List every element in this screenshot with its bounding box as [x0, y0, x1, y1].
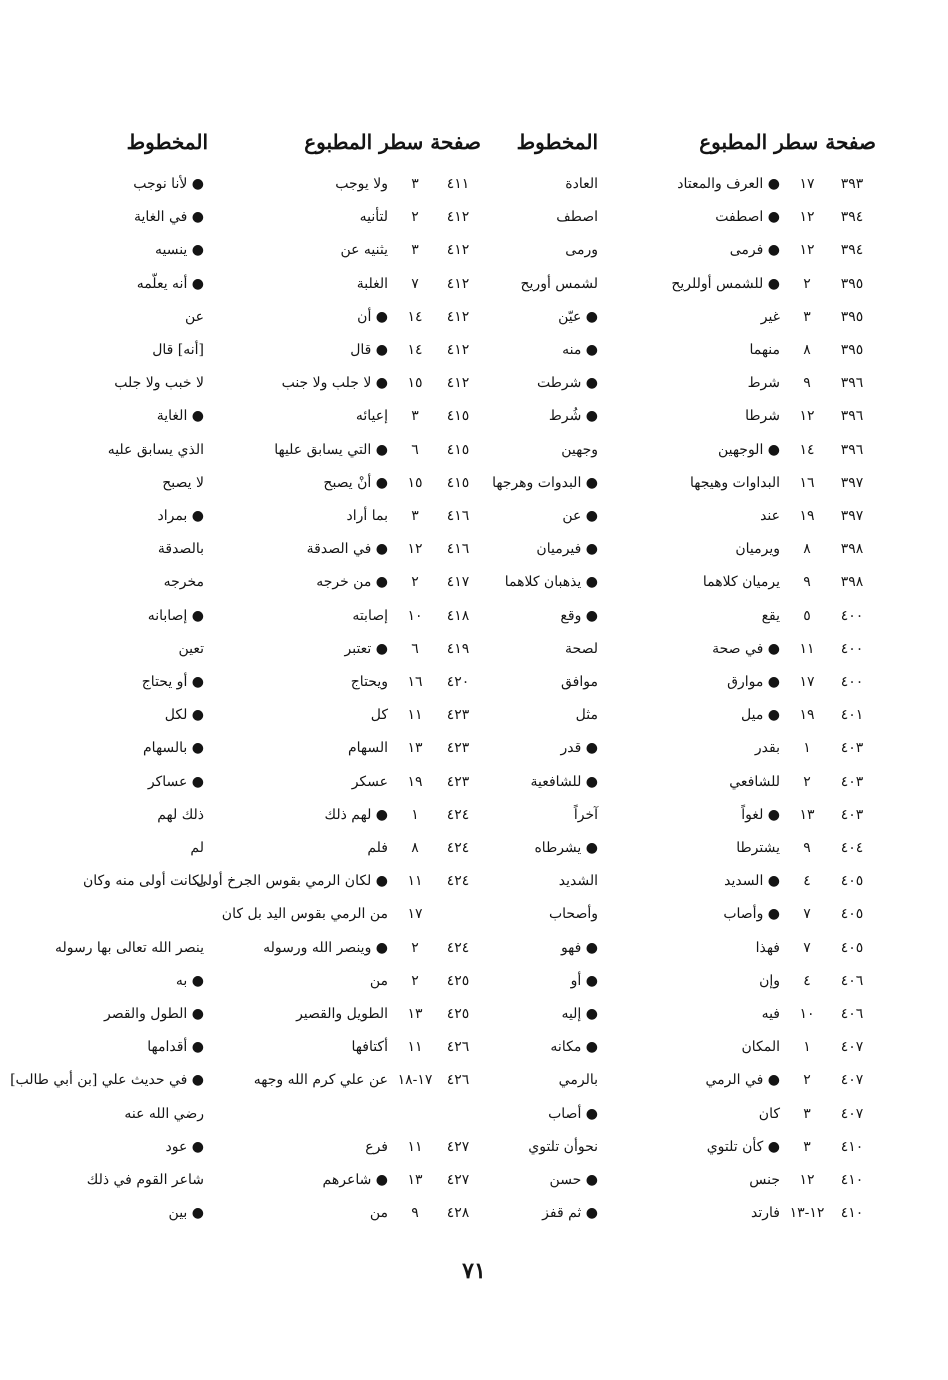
right-printed-line: ١١ [799, 640, 815, 657]
left-printed-line: ٣ [411, 176, 419, 192]
left-manuscript-text: ● الطول والقصر [103, 1006, 204, 1022]
left-printed-line: ٢ [411, 972, 419, 989]
left-manuscript-text: الذي يسابق عليه [107, 441, 204, 458]
right-printed-text: فارتد [751, 1205, 780, 1222]
right-manuscript-text: ● البدوات وهرجها [492, 474, 598, 491]
right-printed-text: يشترطا [736, 840, 780, 856]
right-printed-page: ٤٠٥ [840, 906, 864, 923]
left-printed-page: ٤٢٦ [446, 1072, 470, 1089]
left-printed-text: ● في الصدقة [306, 541, 388, 558]
right-manuscript-text: ● مكانه [550, 1039, 598, 1056]
right-manuscript-text: ● شُرط [548, 408, 598, 425]
left-printed-text: بما أراد [346, 508, 388, 524]
left-manuscript-text: مخرجه [163, 574, 204, 591]
right-printed-line: ٥ [803, 607, 811, 624]
right-manuscript-text: ورمى [565, 242, 598, 259]
table-row [0, 566, 948, 596]
table-row [0, 434, 948, 464]
right-printed-page: ٤٠٠ [840, 640, 864, 657]
table-row [0, 799, 948, 829]
left-manuscript-text: تعين [178, 640, 204, 657]
left-printed-page: ٤٢٠ [446, 674, 470, 690]
left-printed-text: السهام [347, 740, 388, 757]
right-printed-page: ٣٩٧ [840, 474, 864, 491]
right-printed-text: ● ميل [741, 707, 780, 724]
right-printed-line: ١٠ [799, 1006, 815, 1022]
right-printed-text: ● في صحة [712, 640, 780, 657]
left-printed-line: ١٥ [407, 375, 423, 392]
right-manuscript-text: نحوأن تلتوي [528, 1138, 598, 1155]
left-printed-line: ٢ [411, 939, 419, 956]
table-row [0, 168, 948, 198]
right-printed-page: ٤١٠ [840, 1205, 864, 1222]
right-printed-page: ٤٠٧ [840, 1072, 864, 1089]
left-printed-line: ٣ [411, 242, 419, 259]
left-printed-line: ٦ [411, 640, 419, 657]
right-printed-line: ١٩ [799, 508, 815, 524]
table-row [0, 1131, 948, 1161]
left-manuscript-text: ● الغاية [156, 408, 204, 425]
left-printed-text: فرع [365, 1138, 388, 1155]
left-printed-line: ٣ [411, 508, 419, 524]
right-manuscript-text: ● حسن [549, 1172, 598, 1188]
left-manuscript-text: ● أو يحتاج [141, 674, 204, 690]
table-row [0, 1098, 948, 1128]
left-printed-line: ١١ [407, 1138, 423, 1155]
left-printed-text: من [369, 972, 388, 989]
left-manuscript-text: ● أقدامها [147, 1039, 204, 1056]
right-printed-text: ● للشمس أوللريح [671, 275, 780, 292]
right-manuscript-text: وأصحاب [548, 906, 598, 923]
left-printed-page: ٤١٢ [446, 242, 470, 259]
table-row [0, 932, 948, 962]
right-manuscript-text: اصطف [556, 209, 598, 226]
right-manuscript-text: لصحة [565, 640, 598, 657]
left-printed-text: من الرمي بقوس اليد بل كان [221, 906, 388, 923]
table-row [0, 832, 948, 862]
right-printed-line: ٣ [803, 1105, 811, 1122]
table-row [0, 699, 948, 729]
left-printed-line: ١٩ [407, 773, 423, 790]
table-row [0, 766, 948, 796]
right-printed-text: ● موارق [727, 674, 780, 690]
right-manuscript-text: ● شرطت [536, 375, 598, 392]
left-printed-text: الطويل والقصير [296, 1006, 388, 1022]
left-printed-text: ● لا جلب ولا جنب [281, 375, 388, 392]
left-printed-text: أكتافها [351, 1039, 388, 1056]
right-printed-page: ٤١٠ [840, 1138, 864, 1155]
right-printed-page: ٤٠٧ [840, 1105, 864, 1122]
right-printed-line: ١٩ [799, 707, 815, 724]
right-printed-text: يقع [761, 607, 780, 624]
right-manuscript-text: ● ثم قفز [542, 1205, 598, 1222]
right-printed-text: للشافعي [729, 773, 780, 790]
right-printed-text: ● لغواً [741, 806, 780, 823]
right-printed-line: ١٤ [799, 441, 815, 458]
left-printed-line: ٨ [411, 840, 419, 856]
right-printed-page: ٤٠٤ [840, 840, 864, 856]
left-printed-page: ٤٢٣ [446, 740, 470, 757]
right-printed-text: المكان [741, 1039, 780, 1056]
right-printed-line: ١٢ [799, 408, 815, 425]
table-row [0, 898, 948, 928]
left-printed-page: ٤١١ [446, 176, 470, 192]
right-printed-line: ١ [803, 1039, 811, 1056]
table-row [0, 201, 948, 231]
right-printed-text: شرط [747, 375, 780, 392]
right-printed-line: ١٦ [799, 474, 815, 491]
left-printed-text: ● قال [350, 342, 388, 358]
left-printed-text: إصابته [352, 607, 388, 624]
right-printed-text: كان [758, 1105, 780, 1122]
right-printed-line: ٢ [803, 773, 811, 790]
right-printed-page: ٤٠٣ [840, 740, 864, 757]
left-printed-line: ١١ [407, 873, 423, 890]
right-printed-text: ● اصطفت [715, 209, 780, 226]
right-printed-page: ٣٩٦ [840, 375, 864, 392]
left-printed-line: ١٣ [407, 1006, 423, 1022]
right-printed-text: ● السديد [724, 873, 780, 890]
left-manuscript-text: ● لأنا نوجب [133, 176, 204, 192]
left-printed-line: ١١ [407, 707, 423, 724]
left-printed-page: ٤٢٤ [446, 873, 470, 890]
table-row [0, 533, 948, 563]
right-manuscript-text: موافق [561, 674, 598, 690]
table-row [0, 1164, 948, 1194]
right-manuscript-text: لشمس أوريح [520, 275, 598, 292]
left-printed-line: ١٥ [407, 474, 423, 491]
left-printed-page: ٤١٢ [446, 275, 470, 292]
left-printed-line: ١٧ [407, 906, 423, 923]
left-manuscript-text: ● بالسهام [143, 740, 204, 757]
right-printed-page: ٤٠١ [840, 707, 864, 724]
right-printed-text: شرطا [745, 408, 780, 425]
left-printed-line: ١١ [407, 1039, 423, 1056]
right-printed-text: ● وأصاب [723, 906, 780, 923]
right-printed-page: ٣٩٥ [840, 342, 864, 358]
left-printed-page: ٤١٢ [446, 342, 470, 358]
left-printed-text: يثنيه عن [340, 242, 388, 259]
left-manuscript-text: ذلك لهم [157, 806, 204, 823]
left-printed-line: ١٣ [407, 1172, 423, 1188]
left-manuscript-text: شاعر القوم في ذلك [86, 1172, 204, 1188]
right-manuscript-text: ● أو [570, 972, 598, 989]
table-row [0, 400, 948, 430]
table-row [0, 467, 948, 497]
left-printed-text: ● التي يسابق عليها [274, 441, 388, 458]
left-printed-line: ٢ [411, 574, 419, 591]
table-row [0, 500, 948, 530]
table-row [0, 633, 948, 663]
right-printed-text: ● في الرمي [705, 1072, 780, 1089]
left-manuscript-text: ● إصابانه [147, 607, 204, 624]
left-manuscript-text: ● لكل [164, 707, 204, 724]
left-manuscript-text: ● في الغاية [133, 209, 204, 226]
left-printed-page: ٤١٦ [446, 541, 470, 558]
right-printed-text: عند [760, 508, 780, 524]
left-manuscript-text: ● عساكر [147, 773, 204, 790]
right-manuscript-text: ● عيّن [558, 308, 598, 325]
left-printed-text: ● لهم ذلك [324, 806, 388, 823]
left-printed-page: ٤٢٧ [446, 1172, 470, 1188]
left-printed-page: ٤٢٤ [446, 806, 470, 823]
right-manuscript-text: ● وقع [560, 607, 598, 624]
left-printed-line: ١٤ [407, 342, 423, 358]
right-printed-line: ٤ [803, 972, 811, 989]
right-manuscript-text: ● عن [562, 508, 598, 524]
left-manuscript-text: لم [190, 840, 204, 856]
left-manuscript-text: ● عود [165, 1138, 204, 1155]
right-manuscript-text: وجهين [561, 441, 598, 458]
table-row [0, 965, 948, 995]
right-printed-line: ١٧ [799, 674, 815, 690]
table-row [0, 732, 948, 762]
right-printed-line: ٣ [803, 308, 811, 325]
left-manuscript-text: ● بين [168, 1205, 204, 1222]
left-printed-line: ٩ [411, 1205, 419, 1222]
left-printed-page: ٤٢٥ [446, 1006, 470, 1022]
left-printed-page: ٤٢٣ [446, 707, 470, 724]
right-printed-text: ● كأن تلتوي [706, 1138, 780, 1155]
right-manuscript-text: الشديد [558, 873, 598, 890]
left-printed-line: ١٢ [407, 541, 423, 558]
left-printed-line: ١٣ [407, 740, 423, 757]
header-left-manuscript: المخطوط [126, 130, 208, 154]
right-printed-line: ١٢ [799, 242, 815, 259]
right-manuscript-text: ● يذهبان كلاهما [504, 574, 598, 591]
right-printed-text: ● العرف والمعتاد [677, 176, 780, 192]
left-manuscript-text: ينصر الله تعالى بها رسوله [54, 939, 204, 956]
right-printed-page: ٣٩٥ [840, 308, 864, 325]
left-manuscript-text: [أنه] قال [152, 342, 204, 358]
right-printed-page: ٣٩٨ [840, 541, 864, 558]
right-printed-text: جنس [749, 1172, 780, 1188]
right-printed-page: ٤٠٦ [840, 1006, 864, 1022]
left-printed-text: ويحتاج [350, 674, 388, 690]
left-printed-page: ٤١٥ [446, 441, 470, 458]
right-printed-page: ٣٩٤ [840, 242, 864, 259]
right-printed-text: فهذا [755, 939, 780, 956]
left-printed-text: فلم [367, 840, 388, 856]
left-printed-page: ٤١٧ [446, 574, 470, 591]
right-printed-line: ١ [803, 740, 811, 757]
left-manuscript-text: ● في حديث علي [بن أبي طالب] [10, 1072, 204, 1089]
left-printed-page: ٤٢٦ [446, 1039, 470, 1056]
left-printed-page: ٤٢٤ [446, 840, 470, 856]
left-printed-line: ٦ [411, 441, 419, 458]
right-printed-page: ٤٠٥ [840, 939, 864, 956]
right-manuscript-text: ● يشرطاه [534, 840, 598, 856]
right-manuscript-text: ● منه [562, 342, 598, 358]
left-printed-line: ١٤ [407, 308, 423, 325]
left-printed-page: ٤١٥ [446, 408, 470, 425]
header-left-printed: صفحة سطر المطبوع [304, 130, 481, 154]
left-manuscript-text: ● ينسيه [154, 242, 204, 259]
table-row [0, 666, 948, 696]
table-row [0, 1197, 948, 1227]
right-manuscript-text: العادة [565, 176, 598, 192]
table-row [0, 334, 948, 364]
left-printed-text: عن علي كرم الله وجهه [253, 1072, 388, 1089]
right-printed-page: ٤٠٦ [840, 972, 864, 989]
right-printed-line: ٧ [803, 939, 811, 956]
table-row [0, 234, 948, 264]
left-manuscript-text: ● أنه يعلّمه [136, 275, 204, 292]
right-printed-text: وإن [759, 972, 780, 989]
left-printed-text: من [369, 1205, 388, 1222]
right-printed-line: ٤ [803, 873, 811, 890]
right-manuscript-text: بالرمي [558, 1072, 598, 1089]
left-printed-text: عسكر [351, 773, 388, 790]
page-number: ٧١ [462, 1258, 486, 1284]
right-printed-line: ١٧ [799, 176, 815, 192]
right-printed-page: ٤٠٠ [840, 674, 864, 690]
left-printed-page: ٤١٩ [446, 640, 470, 657]
table-row [0, 1064, 948, 1094]
left-printed-page: ٤١٢ [446, 209, 470, 226]
right-printed-text: البداوات وهيجها [689, 474, 780, 491]
right-printed-page: ٣٩٨ [840, 574, 864, 591]
left-printed-text: الغلبة [356, 275, 388, 292]
left-printed-text: ● أن [357, 308, 388, 325]
right-printed-line: ١٢-١٣ [789, 1205, 825, 1222]
right-printed-page: ٤١٠ [840, 1172, 864, 1188]
left-printed-page: ٤٢٨ [446, 1205, 470, 1222]
right-printed-page: ٤٠٠ [840, 607, 864, 624]
right-manuscript-text: ● فهو [560, 939, 598, 956]
left-printed-text: كل [370, 707, 388, 724]
right-printed-page: ٤٠٣ [840, 806, 864, 823]
right-printed-page: ٤٠٣ [840, 773, 864, 790]
left-manuscript-text: بالصدقة [157, 541, 204, 558]
right-printed-page: ٣٩٦ [840, 441, 864, 458]
right-printed-line: ١٢ [799, 1172, 815, 1188]
left-manuscript-text: لا يصبح [162, 474, 204, 491]
right-printed-line: ٩ [803, 574, 811, 591]
right-printed-text: يرميان كلاهما [702, 574, 780, 591]
right-printed-page: ٣٩٣ [840, 176, 864, 192]
table-row [0, 268, 948, 298]
left-printed-page: ٤٢٤ [446, 939, 470, 956]
left-printed-line: ٣ [411, 408, 419, 425]
left-printed-line: ٧ [411, 275, 419, 292]
right-printed-page: ٣٩٦ [840, 408, 864, 425]
left-manuscript-text: ● بمراد [157, 508, 204, 524]
right-manuscript-text: مثل [575, 707, 598, 724]
right-printed-page: ٤٠٧ [840, 1039, 864, 1056]
right-printed-line: ٧ [803, 906, 811, 923]
right-manuscript-text: ● إليه [561, 1006, 598, 1022]
right-printed-text: منهما [749, 342, 780, 358]
right-printed-line: ٨ [803, 342, 811, 358]
right-printed-line: ٢ [803, 275, 811, 292]
right-printed-page: ٣٩٤ [840, 209, 864, 226]
left-printed-text: إعيائه [355, 408, 388, 425]
left-printed-line: ١٦ [407, 674, 423, 690]
left-printed-line: ١٠ [407, 607, 423, 624]
table-row [0, 865, 948, 895]
left-printed-page: ٤٢٧ [446, 1138, 470, 1155]
left-manuscript-text: ● به [175, 972, 204, 989]
table-row [0, 367, 948, 397]
left-printed-line: ٢ [411, 209, 419, 226]
left-printed-line: ١٧-١٨ [397, 1072, 433, 1089]
right-printed-line: ١٢ [799, 209, 815, 226]
header-right-manuscript: المخطوط [516, 130, 598, 154]
left-printed-text: ● لكان الرمي بقوس الجرخ أولى [196, 873, 388, 890]
left-manuscript-text: لكانت أولى منه وكان [82, 873, 204, 890]
right-manuscript-text: ● فيرميان [536, 541, 598, 558]
right-printed-line: ٩ [803, 840, 811, 856]
right-printed-text: فيه [761, 1006, 780, 1022]
right-printed-page: ٤٠٥ [840, 873, 864, 890]
right-printed-line: ٨ [803, 541, 811, 558]
right-printed-line: ٢ [803, 1072, 811, 1089]
right-printed-line: ٣ [803, 1138, 811, 1155]
left-printed-page: ٤١٢ [446, 375, 470, 392]
right-printed-text: بقدر [754, 740, 780, 757]
left-manuscript-text: رضي الله عنه [124, 1105, 204, 1122]
left-printed-page: ٤٢٣ [446, 773, 470, 790]
left-printed-text: ● تعتبر [344, 640, 388, 657]
right-printed-text: ● الوجهين [717, 441, 780, 458]
left-manuscript-text: عن [184, 308, 204, 325]
left-printed-text: ● وينصر الله ورسوله [263, 939, 388, 956]
right-printed-line: ١٣ [799, 806, 815, 823]
left-printed-page: ٤٢٥ [446, 972, 470, 989]
left-printed-text: ● من خرجه [316, 574, 388, 591]
right-printed-page: ٣٩٥ [840, 275, 864, 292]
left-printed-text: ● أنْ يصبح [323, 474, 388, 491]
left-printed-page: ٤١٨ [446, 607, 470, 624]
header-right-printed: صفحة سطر المطبوع [699, 130, 876, 154]
right-manuscript-text: آخراً [573, 806, 598, 823]
left-printed-text: ولا يوجب [335, 176, 388, 192]
left-printed-page: ٤١٦ [446, 508, 470, 524]
left-manuscript-text: لا خبب ولا جلب [114, 375, 204, 392]
left-printed-page: ٤١٢ [446, 308, 470, 325]
table-row [0, 998, 948, 1028]
right-manuscript-text: ● للشافعية [530, 773, 598, 790]
right-printed-line: ٩ [803, 375, 811, 392]
left-printed-line: ١ [411, 806, 419, 823]
right-printed-page: ٣٩٧ [840, 508, 864, 524]
right-manuscript-text: ● أصاب [548, 1105, 598, 1122]
left-printed-text: لتأنيه [359, 209, 388, 226]
right-printed-text: غير [760, 308, 780, 325]
right-printed-text: ● فرمى [729, 242, 780, 259]
table-row [0, 1031, 948, 1061]
table-row [0, 600, 948, 630]
table-row [0, 301, 948, 331]
left-printed-text: ● شاعرهم [322, 1172, 388, 1188]
left-printed-page: ٤١٥ [446, 474, 470, 491]
right-printed-text: ويرميان [735, 541, 780, 558]
right-manuscript-text: ● قدر [560, 740, 598, 757]
